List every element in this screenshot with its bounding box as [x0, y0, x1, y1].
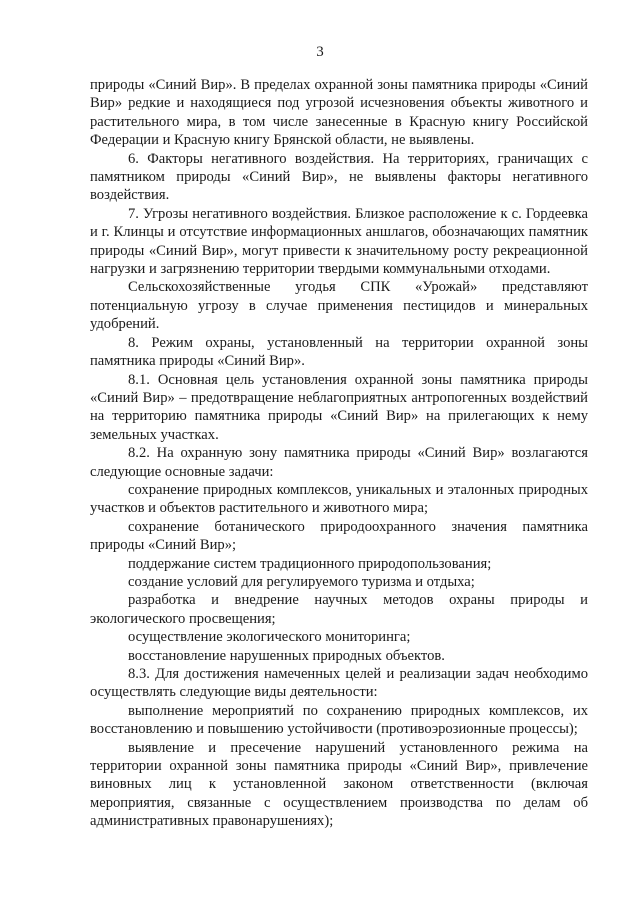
list-item-task: поддержание систем традиционного природопользования; [128, 555, 492, 572]
list-item-task: восстановление нарушенных природных объектов. [128, 647, 445, 664]
paragraph-threats: 7. Угрозы негативного воздействия. Близкое расположение к с. Гордеевка и г. Клинцы и отсутствие информационных аншлагов, обозначающих памятник природы «Синий Вир», могут привести к значительному росту рекреационной нагрузки и загрязнению территории твердыми коммунальными отходами. [90, 205, 588, 278]
list-item-task: сохранение ботанического природоохранного значения памятника природы «Синий Вир»; [90, 518, 588, 554]
list-item-task: осуществление экологического мониторинга; [128, 629, 411, 646]
list-item-activity: выполнение мероприятий по сохранению природных комплексов, их восстановлению и повышению устойчивости (противоэрозионные процессы); [90, 702, 588, 738]
list-item-task: разработка и внедрение научных методов охраны природы и экологического просвещения; [90, 592, 588, 627]
list-item-task: создание условий для регулируемого туризма и отдыха; [128, 573, 475, 590]
paragraph-protection-regime: 8. Режим охраны, установленный на территории охранной зоны памятника природы «Синий Вир». [90, 334, 588, 370]
paragraph-main-goal: 8.1. Основная цель установления охранной зоны памятника природы «Синий Вир» – предотвращение неблагоприятных антропогенных воздействий на территорию памятника природы «Синий Вир» на прилегающих к нему земельных участках. [90, 371, 588, 443]
paragraph-agricultural-lands: Сельскохозяйственные угодья СПК «Урожай» представляют потенциальную угрозу в случае применения пестицидов и минеральных удобрений. [90, 279, 588, 333]
paragraph-activities-intro: 8.3. Для достижения намеченных целей и реализации задач необходимо осуществлять следующие виды деятельности: [90, 666, 588, 701]
page-number: 3 [316, 44, 324, 60]
paragraph-intro-continuation: природы «Синий Вир». В пределах охранной зоны памятника природы «Синий Вир» редкие и находящиеся под угрозой исчезновения объекты животного и растительного мира, в том числе занесенные в Красную книгу Российской Федерации и Красную книгу Брянской области, не выявлены. [90, 77, 588, 149]
document-body [90, 76, 588, 831]
list-item-task: сохранение природных комплексов, уникальных и эталонных природных участков и объектов растительного и животного мира; [90, 481, 588, 517]
list-item-activity: выявление и пресечение нарушений установленного режима на территории охранной зоны памятника природы «Синий Вир», привлечение виновных лиц к установленной законом ответственности (включая мероприятия, связанные с осуществлением производства по делам об административных правонарушениях); [90, 739, 588, 830]
paragraph-tasks-intro: 8.2. На охранную зону памятника природы «Синий Вир» возлагаются следующие основные задачи: [90, 445, 588, 480]
paragraph-negative-factors: 6. Факторы негативного воздействия. На территориях, граничащих с памятником природы «Синий Вир», не выявлены факторы негативного воздействия. [90, 150, 588, 204]
